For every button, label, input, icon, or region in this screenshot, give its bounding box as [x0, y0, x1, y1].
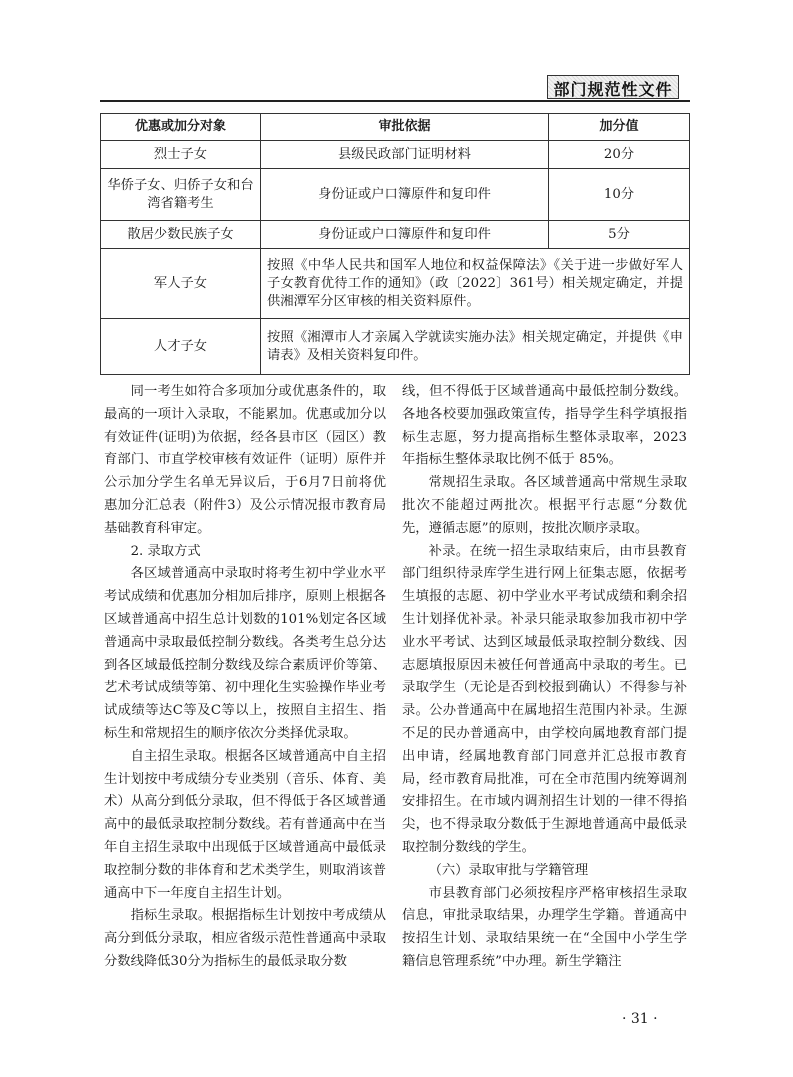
paragraph: 各区域普通高中录取时将考生初中学业水平考试成绩和优惠加分相加后排序，原则上根据各区域普通高中招生总计划数的101%划定各区域普通高中录取最低控制分数线。各类考生总分达到各区域最低控制分数线及综合素质评价等第、艺术考试成绩等第、初中理化生实验操作毕业考试成绩等达C等及C等以上，按照自主招生、指标生和常规招生的顺序依次分类择优录取。: [104, 566, 386, 741]
table-header-cell: 审批依据: [261, 114, 549, 141]
left-text-column: [104, 381, 386, 974]
basis-cell: 按照《湘潭市人才亲属入学就读实施办法》相关规定确定，并提供《申请表》及相关资料复印件。: [261, 319, 690, 375]
table-row: [101, 249, 690, 319]
paragraph: 指标生录取。根据指标生计划按中考成绩从高分到低分录取，相应省级示范性普通高中录取分数线降低30分为指标生的最低录取分数: [104, 908, 386, 969]
target-cell: 军人子女: [101, 249, 261, 319]
paragraph: 市县教育部门必须按程序严格审核招生录取信息，审批录取结果，办理学生学籍。普通高中按招生计划、录取结果统一在“全国中小学生学籍信息管理系统”中办理。新生学籍注: [402, 885, 687, 969]
paragraph: 同一考生如符合多项加分或优惠条件的，取最高的一项计入录取，不能累加。优惠或加分以有效证件(证明)为依据，经各县市区（园区）教育部门、市直学校审核有效证件（证明）原件并公示加分学生名单无异议后，于6月7日前将优惠加分汇总表（附件3）及公示情况报市教育局基础教育科审定。: [104, 384, 386, 536]
points-cell: 20分: [549, 141, 690, 169]
basis-cell: 县级民政部门证明材料: [261, 141, 549, 169]
paragraph: 线，但不得低于区域普通高中最低控制分数线。各地各校要加强政策宣传，指导学生科学填报指标生志愿，努力提高指标生整体录取率，2023年指标生整体录取比例不低于 85%。: [402, 384, 687, 468]
points-cell: 10分: [549, 169, 690, 221]
basis-cell: 身份证或户口簿原件和复印件: [261, 221, 549, 249]
section-header-box: [547, 75, 679, 99]
target-cell: 华侨子女、归侨子女和台湾省籍考生: [101, 169, 261, 221]
table-row: [101, 221, 690, 249]
right-text-column: [402, 381, 687, 974]
subheading: （六）录取审批与学籍管理: [428, 862, 589, 878]
table-header-row: [101, 114, 690, 141]
subheading: 2. 录取方式: [130, 543, 201, 559]
target-cell: 散居少数民族子女: [101, 221, 261, 249]
basis-cell: 身份证或户口簿原件和复印件: [261, 169, 549, 221]
paragraph: 自主招生录取。根据各区域普通高中自主招生计划按中考成绩分专业类别（音乐、体育、美术）从高分到低分录取，但不得低于各区域普通高中的最低录取控制分数线。若有普通高中在当年自主招生录取中出现低于区域普通高中最低录取控制分数的非体育和艺术类学生，则取消该普通高中下一年度自主招生计划。: [104, 748, 386, 901]
section-header-title: 部门规范性文件: [553, 80, 673, 99]
paragraph: 补录。在统一招生录取结束后，由市县教育部门组织待录库学生进行网上征集志愿，依据考生填报的志愿、初中学业水平考试成绩和剩余招生计划择优补录。补录只能录取参加我市初中学业水平考试、达到区域最低录取控制分数线、因志愿填报原因未被任何普通高中录取的考生。已录取学生（无论是否到校报到确认）不得参与补录。公办普通高中在属地招生范围内补录。生源不足的民办普通高中，由学校向属地教育部门提出申请，经属地教育部门同意并汇总报市教育局，经市教育局批准，可在全市范围内统筹调剂安排招生。在市域内调剂招生计划的一律不得掐尖，也不得录取分数低于生源地普通高中最低录取控制分数线的学生。: [402, 543, 687, 855]
bonus-points-table: [100, 113, 690, 375]
paragraph: 常规招生录取。各区域普通高中常规生录取批次不能超过两批次。根据平行志愿“分数优先，遵循志愿”的原则，按批次顺序录取。: [402, 475, 687, 536]
table-header-cell: 加分值: [549, 114, 690, 141]
target-cell: 人才子女: [101, 319, 261, 375]
basis-cell: 按照《中华人民共和国军人地位和权益保障法》《关于进一步做好军人子女教育优待工作的通知》（政〔2022〕361号）相关规定确定，并提供湘潭军分区审核的相关资料原件。: [261, 249, 690, 319]
table-header-cell: 优惠或加分对象: [101, 114, 261, 141]
page-number: · 31 ·: [622, 1011, 658, 1027]
table-row: [101, 141, 690, 169]
table-row: [101, 169, 690, 221]
header-rule: [100, 100, 690, 102]
points-cell: 5分: [549, 221, 690, 249]
table-row: [101, 319, 690, 375]
target-cell: 烈士子女: [101, 141, 261, 169]
